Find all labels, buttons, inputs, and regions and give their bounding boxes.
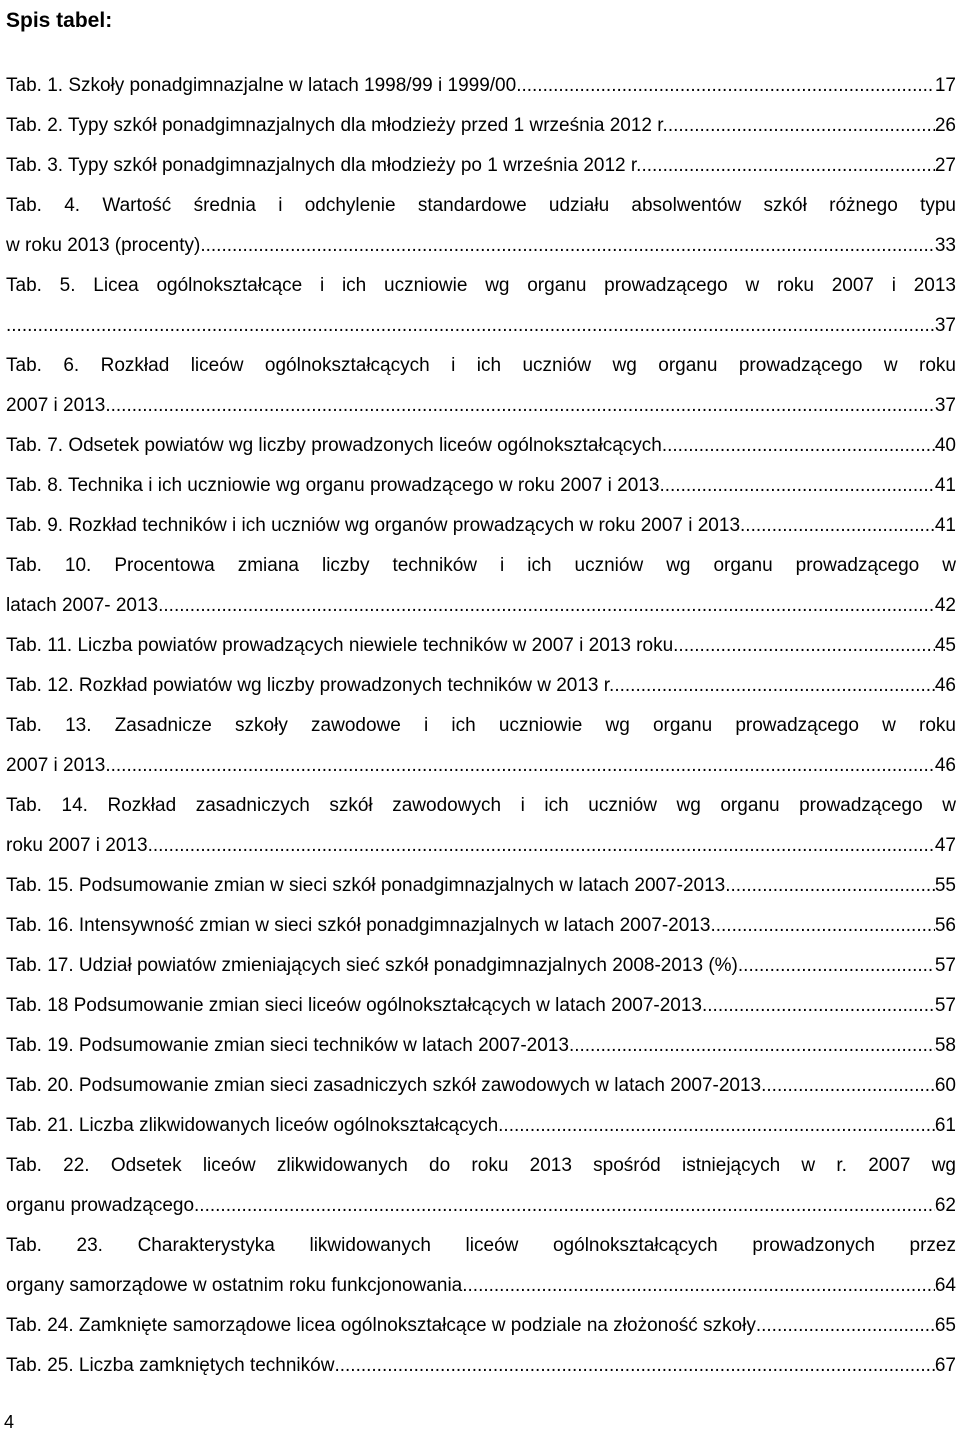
toc-entry-leader-line <box>6 1266 956 1306</box>
toc-entry-leader-line <box>6 1186 956 1226</box>
toc-entry-title: Tab. 9. Rozkład techników i ich uczniów wg organów prowadzących w roku 2007 i 2013 <box>6 515 741 536</box>
dot-leader <box>105 386 935 426</box>
toc-entry[interactable] <box>6 66 956 106</box>
toc-entry-title-line: Tab. 14. Rozkład zasadniczych szkół zawodowych i ich uczniów wg organu prowadzącego w <box>6 795 956 816</box>
toc-entry-page-number: 27 <box>934 155 956 176</box>
toc-entry-title: Tab. 25. Liczba zamkniętych techników <box>6 1355 335 1376</box>
toc-entry-title: Tab. 20. Podsumowanie zmian sieci zasadniczych szkół zawodowych w latach 2007-2013 <box>6 1075 762 1096</box>
dot-leader <box>569 1026 935 1066</box>
toc-entry-page-number: 45 <box>934 635 956 656</box>
toc-entry-page-number: 33 <box>934 235 956 256</box>
table-of-contents <box>6 66 956 1386</box>
toc-entry-page-number: 61 <box>934 1115 956 1136</box>
toc-entry-title-line: Tab. 4. Wartość średnia i odchylenie standardowe udziału absolwentów szkół różnego typu <box>6 195 956 216</box>
toc-entry-page-number: 57 <box>934 955 956 976</box>
toc-entry[interactable] <box>6 666 956 706</box>
toc-entry-title: Tab. 19. Podsumowanie zmian sieci techników w latach 2007-2013 <box>6 1035 569 1056</box>
toc-entry-leader-line <box>6 946 956 986</box>
toc-entry-leader-line <box>6 106 956 146</box>
dot-leader <box>756 1306 935 1346</box>
toc-entry-leader-line <box>6 66 956 106</box>
dot-leader <box>738 946 935 986</box>
toc-entry-page-number: 26 <box>934 115 956 136</box>
toc-entry-page-number: 37 <box>934 315 956 336</box>
toc-entry-title: Tab. 21. Liczba zlikwidowanych liceów ogólnokształcących <box>6 1115 499 1136</box>
toc-entry-title: Tab. 8. Technika i ich uczniowie wg organu prowadzącego w roku 2007 i 2013 <box>6 475 660 496</box>
dot-leader <box>725 866 935 906</box>
dot-leader <box>148 826 935 866</box>
page-number: 4 <box>4 1412 15 1432</box>
dot-leader <box>761 1066 935 1106</box>
toc-entry-leader-line <box>6 986 956 1026</box>
dot-leader <box>614 666 935 706</box>
toc-entry-leader-line <box>6 866 956 906</box>
toc-entry-page-number: 17 <box>934 75 956 96</box>
document-page <box>6 0 956 1386</box>
toc-entry-leader-line <box>6 1306 956 1346</box>
toc-entry[interactable] <box>6 426 956 466</box>
toc-entry-page-number: 46 <box>934 675 956 696</box>
toc-entry[interactable] <box>6 866 956 906</box>
toc-entry-leader-line <box>6 1346 956 1386</box>
toc-entry[interactable] <box>6 1306 956 1346</box>
toc-entry-title: 2007 i 2013 <box>6 755 106 776</box>
toc-entry-title: Tab. 24. Zamknięte samorządowe licea ogólnokształcące w podziale na złożoność szkoły <box>6 1315 756 1336</box>
dot-leader <box>673 626 935 666</box>
toc-entry-leader-line <box>6 506 956 546</box>
toc-entry[interactable] <box>6 146 956 186</box>
toc-entry[interactable] <box>6 1346 956 1386</box>
dot-leader <box>659 466 934 506</box>
dot-leader <box>498 1106 935 1146</box>
dot-leader <box>6 306 935 346</box>
dot-leader <box>702 986 935 1026</box>
toc-entry-title: Tab. 18 Podsumowanie zmian sieci liceów ogólnokształcących w latach 2007-2013 <box>6 995 702 1016</box>
dot-leader <box>710 906 934 946</box>
toc-entry-title: Tab. 2. Typy szkół ponadgimnazjalnych dla młodzieży przed 1 września 2012 r. <box>6 115 668 136</box>
toc-entry[interactable] <box>6 986 956 1026</box>
toc-entry-title: organu prowadzącego <box>6 1195 195 1216</box>
toc-entry[interactable] <box>6 946 956 986</box>
toc-entry-page-number: 62 <box>934 1195 956 1216</box>
toc-entry-title-line: Tab. 10. Procentowa zmiana liczby techników i ich uczniów wg organu prowadzącego w <box>6 555 956 576</box>
toc-entry-page-number: 47 <box>934 835 956 856</box>
toc-entry[interactable] <box>6 706 956 786</box>
toc-entry-title: w roku 2013 (procenty) <box>6 235 201 256</box>
toc-entry-leader-line <box>6 626 956 666</box>
toc-entry-title: Tab. 3. Typy szkół ponadgimnazjalnych dla młodzieży po 1 września 2012 r. <box>6 155 642 176</box>
toc-entry-title: Tab. 1. Szkoły ponadgimnazjalne w latach 1998/99 i 1999/00 <box>6 75 517 96</box>
toc-entry-page-number: 67 <box>934 1355 956 1376</box>
toc-entry-page-number: 41 <box>934 515 956 536</box>
toc-entry[interactable] <box>6 786 956 866</box>
toc-entry-page-number: 57 <box>934 995 956 1016</box>
toc-entry-leader-line <box>6 306 956 346</box>
toc-entry[interactable] <box>6 1026 956 1066</box>
toc-entry[interactable] <box>6 906 956 946</box>
dot-leader <box>200 226 935 266</box>
toc-entry-title: Tab. 15. Podsumowanie zmian w sieci szkół ponadgimnazjalnych w latach 2007-2013 <box>6 875 726 896</box>
toc-entry[interactable] <box>6 346 956 426</box>
dot-leader <box>740 506 935 546</box>
toc-entry-leader-line <box>6 426 956 466</box>
toc-entry-leader-line <box>6 1026 956 1066</box>
toc-entry-title: 2007 i 2013 <box>6 395 106 416</box>
toc-entry-leader-line <box>6 226 956 266</box>
toc-entry[interactable] <box>6 186 956 266</box>
toc-entry-leader-line <box>6 466 956 506</box>
toc-entry-title: latach 2007- 2013 <box>6 595 159 616</box>
toc-entry-page-number: 60 <box>934 1075 956 1096</box>
toc-entry-leader-line <box>6 906 956 946</box>
dot-leader <box>641 146 934 186</box>
toc-entry-leader-line <box>6 1066 956 1106</box>
toc-entry-title-line: Tab. 23. Charakterystyka likwidowanych liceów ogólnokształcących prowadzonych przez <box>6 1235 956 1256</box>
toc-entry-page-number: 46 <box>934 755 956 776</box>
toc-entry-page-number: 64 <box>934 1275 956 1296</box>
dot-leader <box>462 1266 935 1306</box>
toc-entry-title: organy samorządowe w ostatnim roku funkcjonowania <box>6 1275 463 1296</box>
dot-leader <box>158 586 935 626</box>
toc-entry-page-number: 58 <box>934 1035 956 1056</box>
toc-entry[interactable] <box>6 546 956 626</box>
toc-entry-title-line: Tab. 5. Licea ogólnokształcące i ich uczniowie wg organu prowadzącego w roku 2007 i 2013 <box>6 275 956 296</box>
toc-entry-page-number: 37 <box>934 395 956 416</box>
toc-entry[interactable] <box>6 506 956 546</box>
toc-entry-leader-line <box>6 386 956 426</box>
toc-entry-page-number: 42 <box>934 595 956 616</box>
toc-entry-leader-line <box>6 746 956 786</box>
dot-leader <box>668 106 935 146</box>
toc-entry[interactable] <box>6 1146 956 1226</box>
toc-entry-page-number: 65 <box>934 1315 956 1336</box>
dot-leader <box>334 1346 934 1386</box>
toc-entry-leader-line <box>6 146 956 186</box>
toc-entry[interactable] <box>6 106 956 146</box>
toc-entry-title: Tab. 17. Udział powiatów zmieniających sieć szkół ponadgimnazjalnych 2008-2013 (%) <box>6 955 738 976</box>
page-heading: Spis tabel: <box>6 9 113 32</box>
toc-entry[interactable] <box>6 1226 956 1306</box>
toc-entry[interactable] <box>6 626 956 666</box>
toc-entry-leader-line <box>6 1106 956 1146</box>
dot-leader <box>194 1186 935 1226</box>
toc-entry-title: Tab. 16. Intensywność zmian w sieci szkół ponadgimnazjalnych w latach 2007-2013 <box>6 915 711 936</box>
toc-entry-title-line: Tab. 22. Odsetek liceów zlikwidowanych do roku 2013 spośród istniejących w r. 2007 wg <box>6 1155 956 1176</box>
toc-entry-leader-line <box>6 826 956 866</box>
toc-entry[interactable] <box>6 1066 956 1106</box>
toc-entry-title-line: Tab. 13. Zasadnicze szkoły zawodowe i ich uczniowie wg organu prowadzącego w roku <box>6 715 956 736</box>
toc-entry[interactable] <box>6 266 956 346</box>
toc-entry[interactable] <box>6 1106 956 1146</box>
toc-entry-title: Tab. 7. Odsetek powiatów wg liczby prowadzonych liceów ogólnokształcących <box>6 435 662 456</box>
toc-entry-page-number: 55 <box>934 875 956 896</box>
toc-entry-page-number: 56 <box>934 915 956 936</box>
dot-leader <box>105 746 935 786</box>
toc-entry[interactable] <box>6 466 956 506</box>
toc-entry-page-number: 40 <box>934 435 956 456</box>
toc-entry-title: Tab. 12. Rozkład powiatów wg liczby prowadzonych techników w 2013 r. <box>6 675 615 696</box>
toc-entry-title-line: Tab. 6. Rozkład liceów ogólnokształcących i ich uczniów wg organu prowadzącego w roku <box>6 355 956 376</box>
dot-leader <box>516 66 935 106</box>
toc-entry-leader-line <box>6 666 956 706</box>
toc-entry-leader-line <box>6 586 956 626</box>
toc-entry-title: roku 2007 i 2013 <box>6 835 148 856</box>
toc-entry-page-number: 41 <box>934 475 956 496</box>
toc-entry-title: Tab. 11. Liczba powiatów prowadzących niewiele techników w 2007 i 2013 roku <box>6 635 674 656</box>
dot-leader <box>662 426 935 466</box>
